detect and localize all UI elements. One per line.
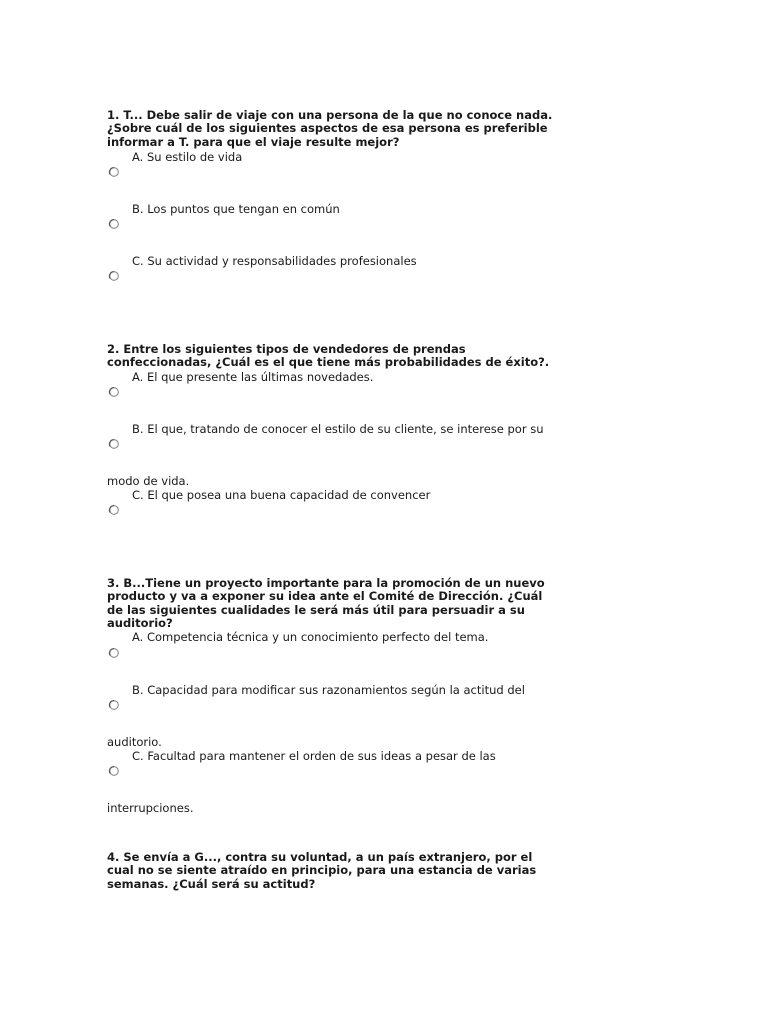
question-3-option-c-continuation: interrupciones. xyxy=(107,801,194,815)
question-2-text: 2. Entre los siguientes tipos de vendedores de prendas confeccionadas, ¿Cuál es el que tiene más probabilidades de éxito?. xyxy=(107,342,550,370)
question-2-option-a-label: A. El que presente las últimas novedades. xyxy=(132,370,374,384)
question-2-option-c-label: C. El que posea una buena capacidad de convencer xyxy=(132,488,431,502)
question-2-option-b-label: B. El que, tratando de conocer el estilo de su cliente, se interese por su xyxy=(132,422,544,436)
question-1-option-c-radio[interactable] xyxy=(108,270,120,282)
question-3-option-c-radio[interactable] xyxy=(108,765,120,777)
question-1-option-a-radio[interactable] xyxy=(108,166,120,178)
question-3-option-b-radio[interactable] xyxy=(108,699,120,711)
question-1-option-b-label: B. Los puntos que tengan en común xyxy=(132,202,340,216)
question-3-option-b-continuation: auditorio. xyxy=(107,735,162,749)
question-1-text: 1. T... Debe salir de viaje con una persona de la que no conoce nada. ¿Sobre cuál de los siguientes aspectos de esa persona es preferible informar a T. para que el viaje resulte mejor? xyxy=(107,108,553,149)
question-1-option-b-radio[interactable] xyxy=(108,218,120,230)
question-4-text: 4. Se envía a G..., contra su voluntad, a un país extranjero, por el cual no se siente atraído en principio, para una estancia de varias semanas. ¿Cuál será su actitud? xyxy=(107,850,537,891)
question-2-option-c-radio[interactable] xyxy=(108,504,120,516)
question-2-option-b-radio[interactable] xyxy=(108,438,120,450)
question-3-option-b-label: B. Capacidad para modificar sus razonamientos según la actitud del xyxy=(132,683,525,697)
question-3-option-a-radio[interactable] xyxy=(108,647,120,659)
question-3-option-a-label: A. Competencia técnica y un conocimiento perfecto del tema. xyxy=(132,630,489,644)
question-1-option-c-label: C. Su actividad y responsabilidades profesionales xyxy=(132,254,417,268)
question-2-option-b-continuation: modo de vida. xyxy=(107,474,190,488)
question-1-option-a-label: A. Su estilo de vida xyxy=(132,150,243,164)
question-3-option-c-label: C. Facultad para mantener el orden de sus ideas a pesar de las xyxy=(132,749,496,763)
question-3-text: 3. B...Tiene un proyecto importante para la promoción de un nuevo producto y va a exponer su idea ante el Comité de Dirección. ¿Cuál de las siguientes cualidades le será más útil para persuadir a su auditorio? xyxy=(107,576,545,631)
question-2-option-a-radio[interactable] xyxy=(108,386,120,398)
